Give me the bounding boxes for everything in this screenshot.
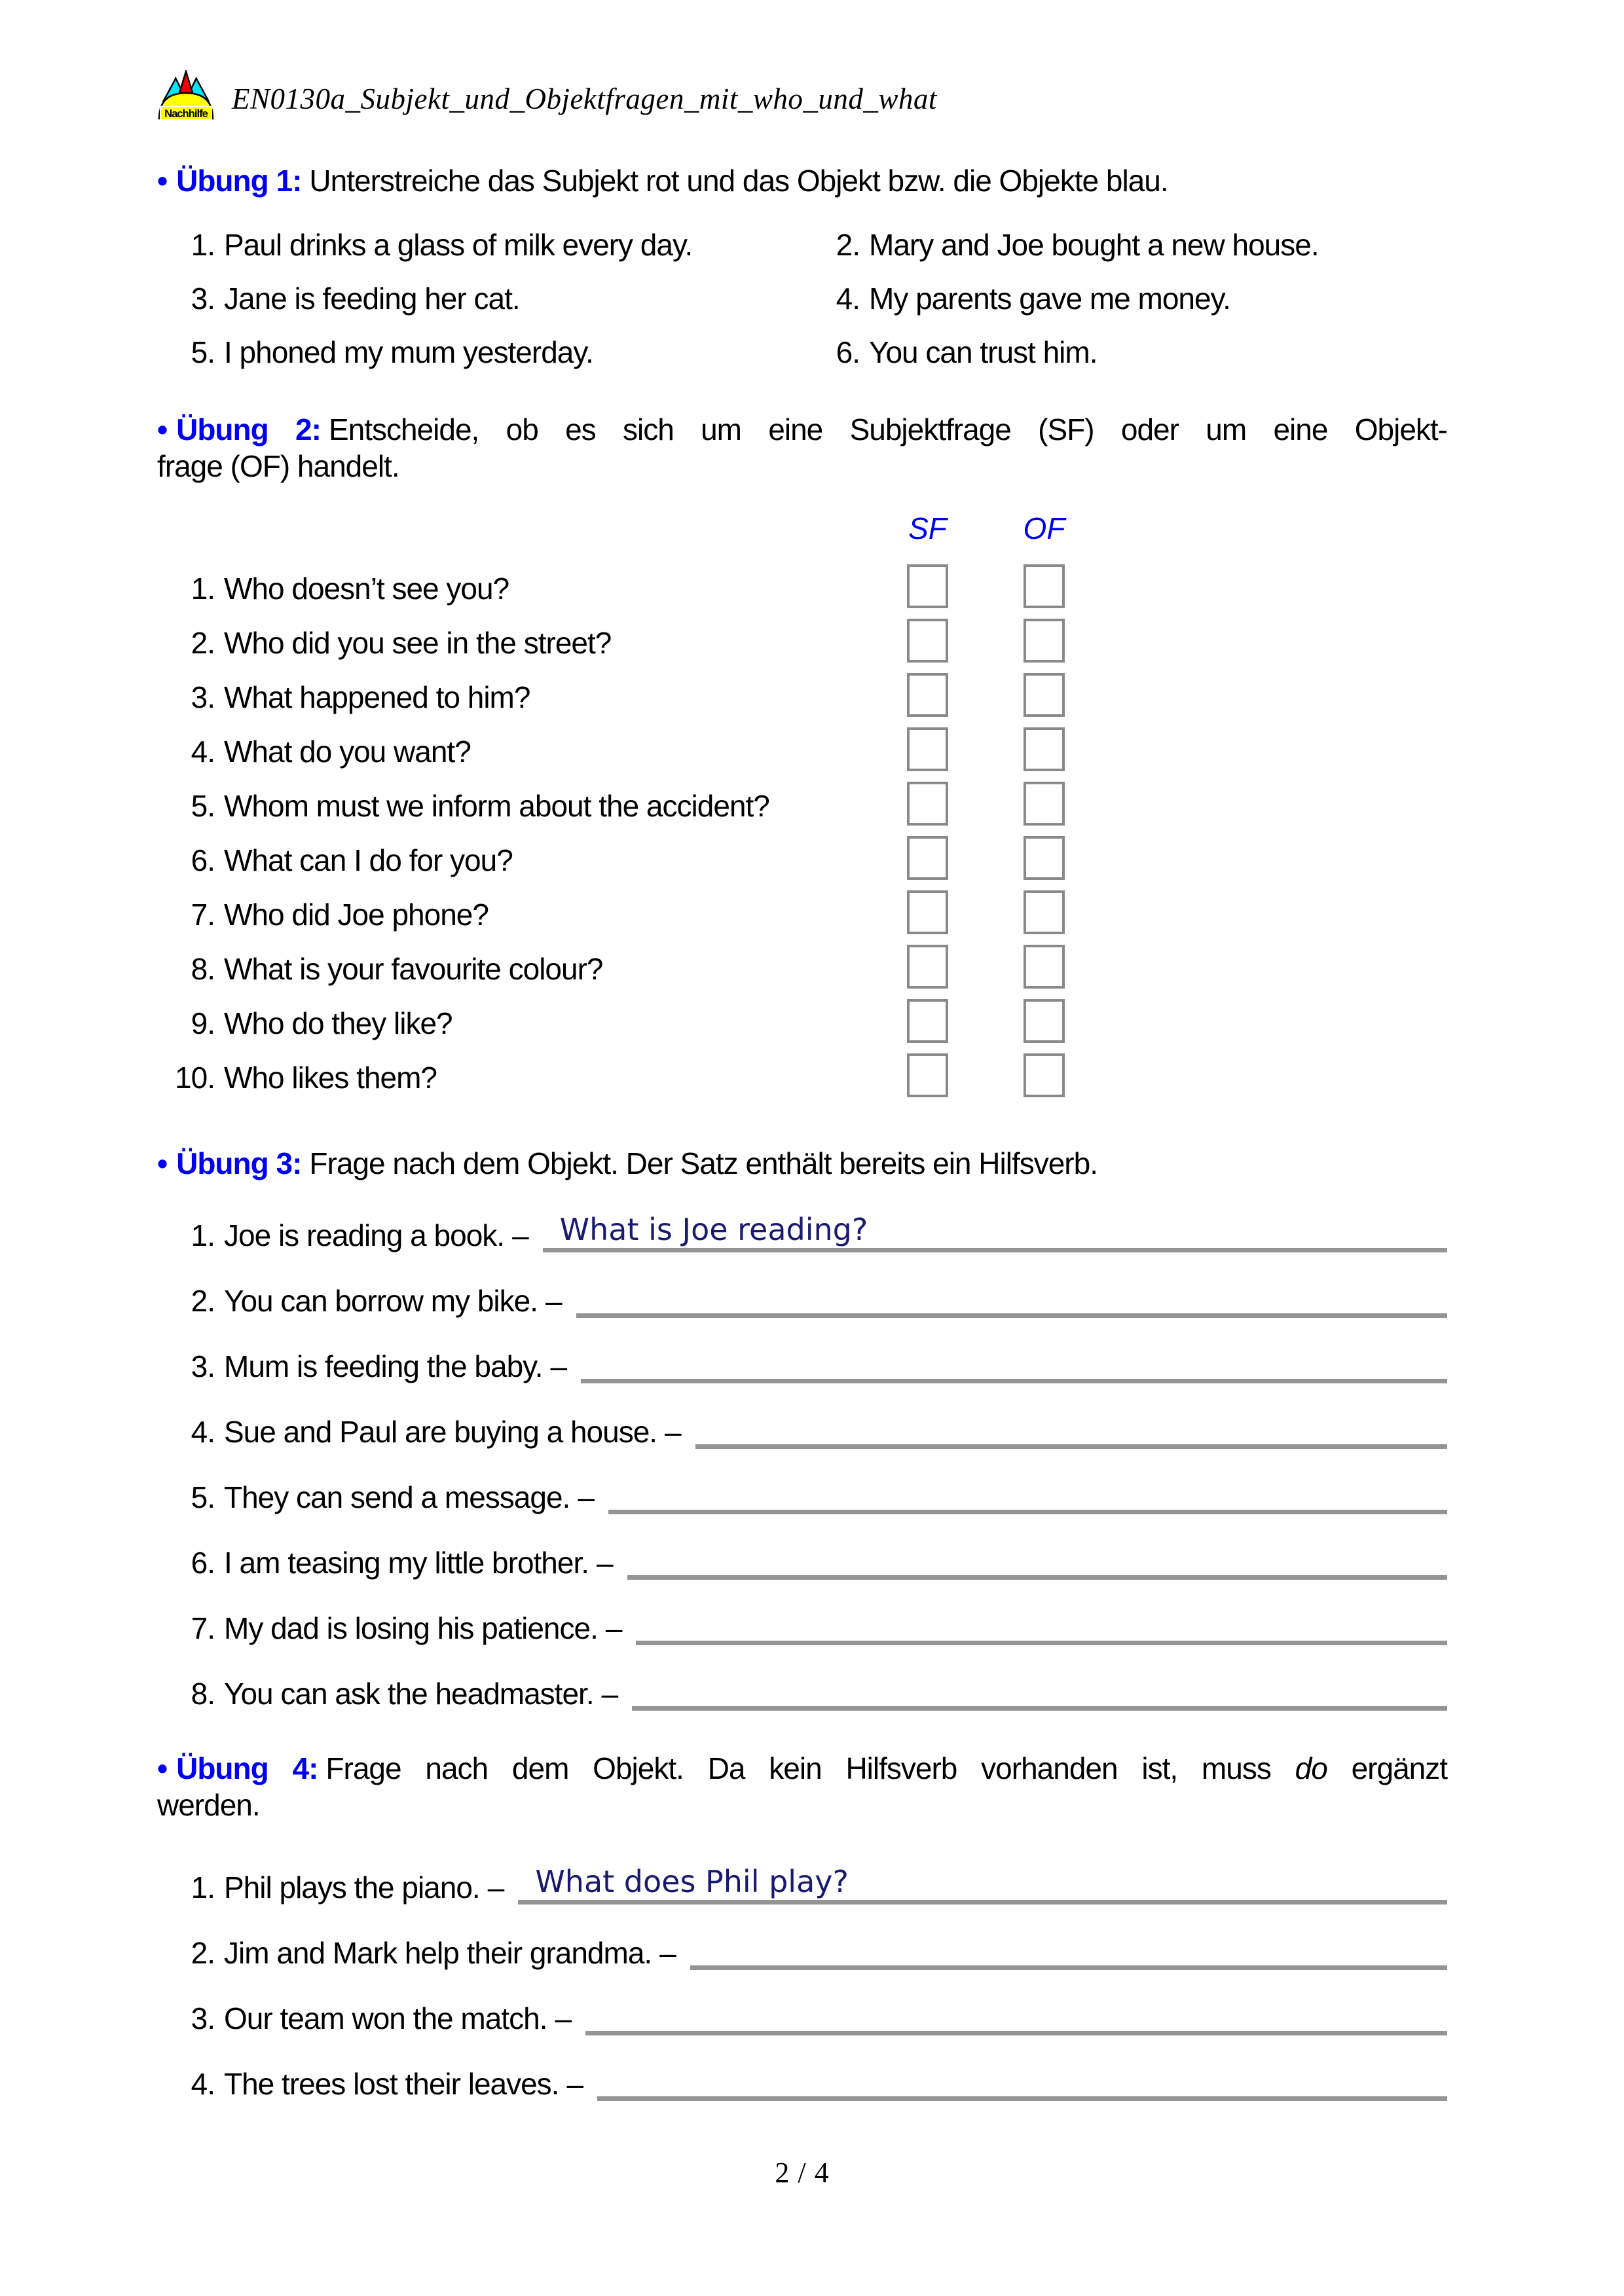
answer-blank[interactable] <box>690 1924 1447 1970</box>
logo-text: Nachhilfe <box>164 107 208 120</box>
handwritten-answer <box>636 1639 653 1641</box>
handwritten-answer <box>608 1508 625 1510</box>
answer-row <box>157 1929 1447 1970</box>
handwritten-answer <box>576 1312 593 1313</box>
dash: – <box>512 1218 528 1252</box>
sf-checkbox[interactable] <box>907 619 948 663</box>
answer-blank[interactable] <box>518 1859 1447 1904</box>
bullet-icon: • <box>157 1146 168 1180</box>
sf-checkbox[interactable] <box>907 1053 948 1097</box>
answer-row <box>157 1343 1447 1383</box>
dash: – <box>550 1349 567 1383</box>
question-text: What do you want? <box>224 735 471 769</box>
question-text: Whom must we inform about the accident? <box>224 789 769 823</box>
exercise-2-label: Übung 2: <box>176 412 321 446</box>
of-checkbox[interactable] <box>1024 782 1065 826</box>
question-row <box>157 1007 1447 1040</box>
item-text: My parents gave me money. <box>869 282 1230 316</box>
exercise-4 <box>157 1750 1447 2101</box>
item-number: 10. <box>175 1061 215 1095</box>
answer-blank[interactable] <box>585 1990 1447 2035</box>
sentence-text: Jim and Mark help their grandma. <box>224 1936 652 1970</box>
item-text: Jane is feeding her cat. <box>224 282 520 316</box>
page-footer <box>157 2156 1447 2189</box>
sentence-text: Our team won the match. <box>224 2001 547 2035</box>
question-row <box>157 1061 1447 1094</box>
question-text: What is your favourite colour? <box>224 952 603 986</box>
dash: – <box>555 2001 572 2035</box>
sf-checkbox[interactable] <box>907 564 948 608</box>
sentence-text: You can ask the headmaster. <box>224 1677 594 1711</box>
item-number: 2. <box>191 1936 215 1970</box>
sentence-text: Sue and Paul are buying a house. <box>224 1415 657 1449</box>
item-number: 6. <box>836 335 860 369</box>
answer-row <box>157 2060 1447 2101</box>
dash: – <box>659 1936 676 1970</box>
item-number: 8. <box>191 952 215 986</box>
answer-blank[interactable] <box>576 1272 1447 1318</box>
item-number: 3. <box>191 680 215 714</box>
answer-blank[interactable] <box>581 1338 1447 1383</box>
item-number: 7. <box>191 898 215 932</box>
sf-checkbox[interactable] <box>907 673 948 717</box>
answer-row <box>157 1212 1447 1252</box>
question-row <box>157 735 1447 768</box>
of-checkbox[interactable] <box>1024 727 1065 771</box>
answer-blank[interactable] <box>597 2055 1447 2101</box>
item-number: 1. <box>191 228 215 262</box>
column-header-of: OF <box>1023 511 1065 545</box>
of-checkbox[interactable] <box>1024 673 1065 717</box>
exercise-4-instruction-line1 <box>157 1750 1447 1787</box>
item-number: 3. <box>191 2001 215 2035</box>
sf-checkbox[interactable] <box>907 890 948 934</box>
exercise-4-instruction-line2: werden. <box>157 1788 260 1822</box>
item-text: You can trust him. <box>869 335 1098 369</box>
column-header-sf: SF <box>908 511 947 545</box>
list-item <box>802 335 1447 369</box>
item-number: 5. <box>191 335 215 369</box>
item-number: 2. <box>836 228 860 262</box>
exercise-2-instruction-line1 <box>157 411 1447 448</box>
item-text: Paul drinks a glass of milk every day. <box>224 228 693 262</box>
question-row <box>157 681 1447 714</box>
question-text: Who likes them? <box>224 1061 437 1095</box>
handwritten-answer <box>632 1705 649 1706</box>
nachhilfe-logo-icon <box>157 70 215 124</box>
sf-checkbox[interactable] <box>907 727 948 771</box>
exercise-4-label: Übung 4: <box>176 1751 318 1785</box>
answer-row <box>157 1539 1447 1580</box>
question-row <box>157 627 1447 659</box>
exercise-4-items <box>157 1864 1447 2101</box>
item-number: 2. <box>191 1284 215 1318</box>
answer-blank[interactable] <box>632 1665 1447 1711</box>
sf-checkbox[interactable] <box>907 999 948 1043</box>
item-text: Mary and Joe bought a new house. <box>869 228 1319 262</box>
item-number: 8. <box>191 1677 215 1711</box>
sentence-text: The trees lost their leaves. <box>224 2067 559 2101</box>
italic-do: do <box>1295 1751 1327 1785</box>
item-number: 4. <box>191 1415 215 1449</box>
question-text: What happened to him? <box>224 680 530 714</box>
exercise-1 <box>157 162 1447 369</box>
answer-blank[interactable] <box>608 1468 1447 1514</box>
answer-row <box>157 1995 1447 2035</box>
document-title: EN0130a_Subjekt_und_Objektfragen_mit_who_und_what <box>232 82 937 115</box>
sf-checkbox[interactable] <box>907 836 948 880</box>
exercise-4-heading <box>157 1750 1447 1823</box>
exercise-2-items <box>157 572 1447 1094</box>
dash: – <box>665 1415 681 1449</box>
dash: – <box>597 1546 613 1580</box>
question-text: Who doesn’t see you? <box>224 572 509 606</box>
answer-row <box>157 1277 1447 1318</box>
question-text: Who did Joe phone? <box>224 898 489 932</box>
of-checkbox[interactable] <box>1024 1053 1065 1097</box>
sentence-text: Mum is feeding the baby. <box>224 1349 543 1383</box>
dash: – <box>578 1480 594 1514</box>
dash: – <box>566 2067 583 2101</box>
answer-blank[interactable] <box>636 1599 1447 1645</box>
exercise-3-instruction: Frage nach dem Objekt. Der Satz enthält bereits ein Hilfsverb. <box>309 1146 1098 1180</box>
handwritten-answer <box>690 1964 707 1965</box>
question-text: What can I do for you? <box>224 843 513 877</box>
exercise-2-instruction-text: Entscheide, ob es sich um eine Subjektfrage (SF) oder um eine Objekt- <box>328 412 1448 446</box>
sentence-text: I am teasing my little brother. <box>224 1546 589 1580</box>
list-item <box>157 335 802 369</box>
exercise-2-heading <box>157 411 1447 484</box>
list-item <box>157 282 802 316</box>
exercise-2 <box>157 411 1447 1094</box>
sf-checkbox[interactable] <box>907 945 948 989</box>
dash: – <box>601 1677 618 1711</box>
question-text: Who do they like? <box>224 1006 452 1040</box>
answer-row <box>157 1864 1447 1904</box>
sentence-text: They can send a message. <box>224 1480 570 1514</box>
item-number: 4. <box>836 282 860 316</box>
exercise-3-items <box>157 1212 1447 1711</box>
answer-row <box>157 1605 1447 1645</box>
page-header <box>157 68 1447 126</box>
item-number: 5. <box>191 789 215 823</box>
answer-row <box>157 1670 1447 1711</box>
bullet-icon: • <box>157 164 168 198</box>
question-row <box>157 572 1447 605</box>
item-number: 4. <box>191 735 215 769</box>
item-number: 6. <box>191 1546 215 1580</box>
item-text: I phoned my mum yesterday. <box>224 335 593 369</box>
item-number: 1. <box>191 572 215 606</box>
of-checkbox[interactable] <box>1024 619 1065 663</box>
answer-blank[interactable] <box>695 1403 1447 1449</box>
question-row <box>157 790 1447 822</box>
answer-blank[interactable] <box>627 1534 1447 1580</box>
exercise-1-label: Übung 1: <box>176 164 302 198</box>
exercise-1-instruction: Unterstreiche das Subjekt rot und das Objekt bzw. die Objekte blau. <box>309 164 1168 198</box>
handwritten-answer: What does Phil play? <box>535 1864 849 1899</box>
handwritten-answer <box>585 2030 602 2031</box>
exercise-1-heading <box>157 162 1447 199</box>
of-checkbox[interactable] <box>1024 945 1065 989</box>
exercise-4-instruction-text-end: ergänzt <box>1351 1751 1448 1785</box>
question-row <box>157 953 1447 985</box>
column-headers <box>157 511 1447 543</box>
of-checkbox[interactable] <box>1024 564 1065 608</box>
item-number: 9. <box>191 1006 215 1040</box>
dash: – <box>487 1870 504 1904</box>
dash: – <box>605 1611 622 1645</box>
item-number: 6. <box>191 843 215 877</box>
answer-blank[interactable] <box>543 1207 1447 1252</box>
bullet-icon: • <box>157 1751 168 1785</box>
sf-checkbox[interactable] <box>907 782 948 826</box>
exercise-3 <box>157 1145 1447 1711</box>
sentence-text: My dad is losing his patience. <box>224 1611 598 1645</box>
of-checkbox[interactable] <box>1024 999 1065 1043</box>
exercise-1-items <box>157 228 1447 369</box>
item-number: 1. <box>191 1218 215 1252</box>
item-number: 1. <box>191 1870 215 1904</box>
item-number: 5. <box>191 1480 215 1514</box>
handwritten-answer <box>695 1443 712 1444</box>
list-item <box>802 282 1447 316</box>
of-checkbox[interactable] <box>1024 890 1065 934</box>
list-item <box>802 228 1447 262</box>
item-number: 7. <box>191 1611 215 1645</box>
sentence-text: Joe is reading a book. <box>224 1218 505 1252</box>
answer-row <box>157 1474 1447 1514</box>
of-checkbox[interactable] <box>1024 836 1065 880</box>
exercise-3-label: Übung 3: <box>176 1146 302 1180</box>
bullet-icon: • <box>157 412 168 446</box>
item-number: 2. <box>191 626 215 660</box>
handwritten-answer: What is Joe reading? <box>559 1212 868 1247</box>
exercise-2-instruction-line2: frage (OF) handelt. <box>157 449 399 483</box>
item-number: 4. <box>191 2067 215 2101</box>
question-row <box>157 898 1447 931</box>
item-number: 3. <box>191 282 215 316</box>
question-row <box>157 844 1447 877</box>
handwritten-answer <box>627 1574 644 1575</box>
exercise-3-heading <box>157 1145 1447 1182</box>
sentence-text: You can borrow my bike. <box>224 1284 538 1318</box>
sentence-text: Phil plays the piano. <box>224 1870 480 1904</box>
exercise-4-instruction-text: Frage nach dem Objekt. Da kein Hilfsverb vorhanden ist, muss <box>325 1751 1271 1785</box>
handwritten-answer <box>597 2095 614 2096</box>
question-text: Who did you see in the street? <box>224 626 612 660</box>
answer-row <box>157 1408 1447 1449</box>
dash: – <box>545 1284 562 1318</box>
handwritten-answer <box>581 1377 598 1379</box>
page-number: 2 / 4 <box>775 2157 830 2189</box>
item-number: 3. <box>191 1349 215 1383</box>
list-item <box>157 228 802 262</box>
